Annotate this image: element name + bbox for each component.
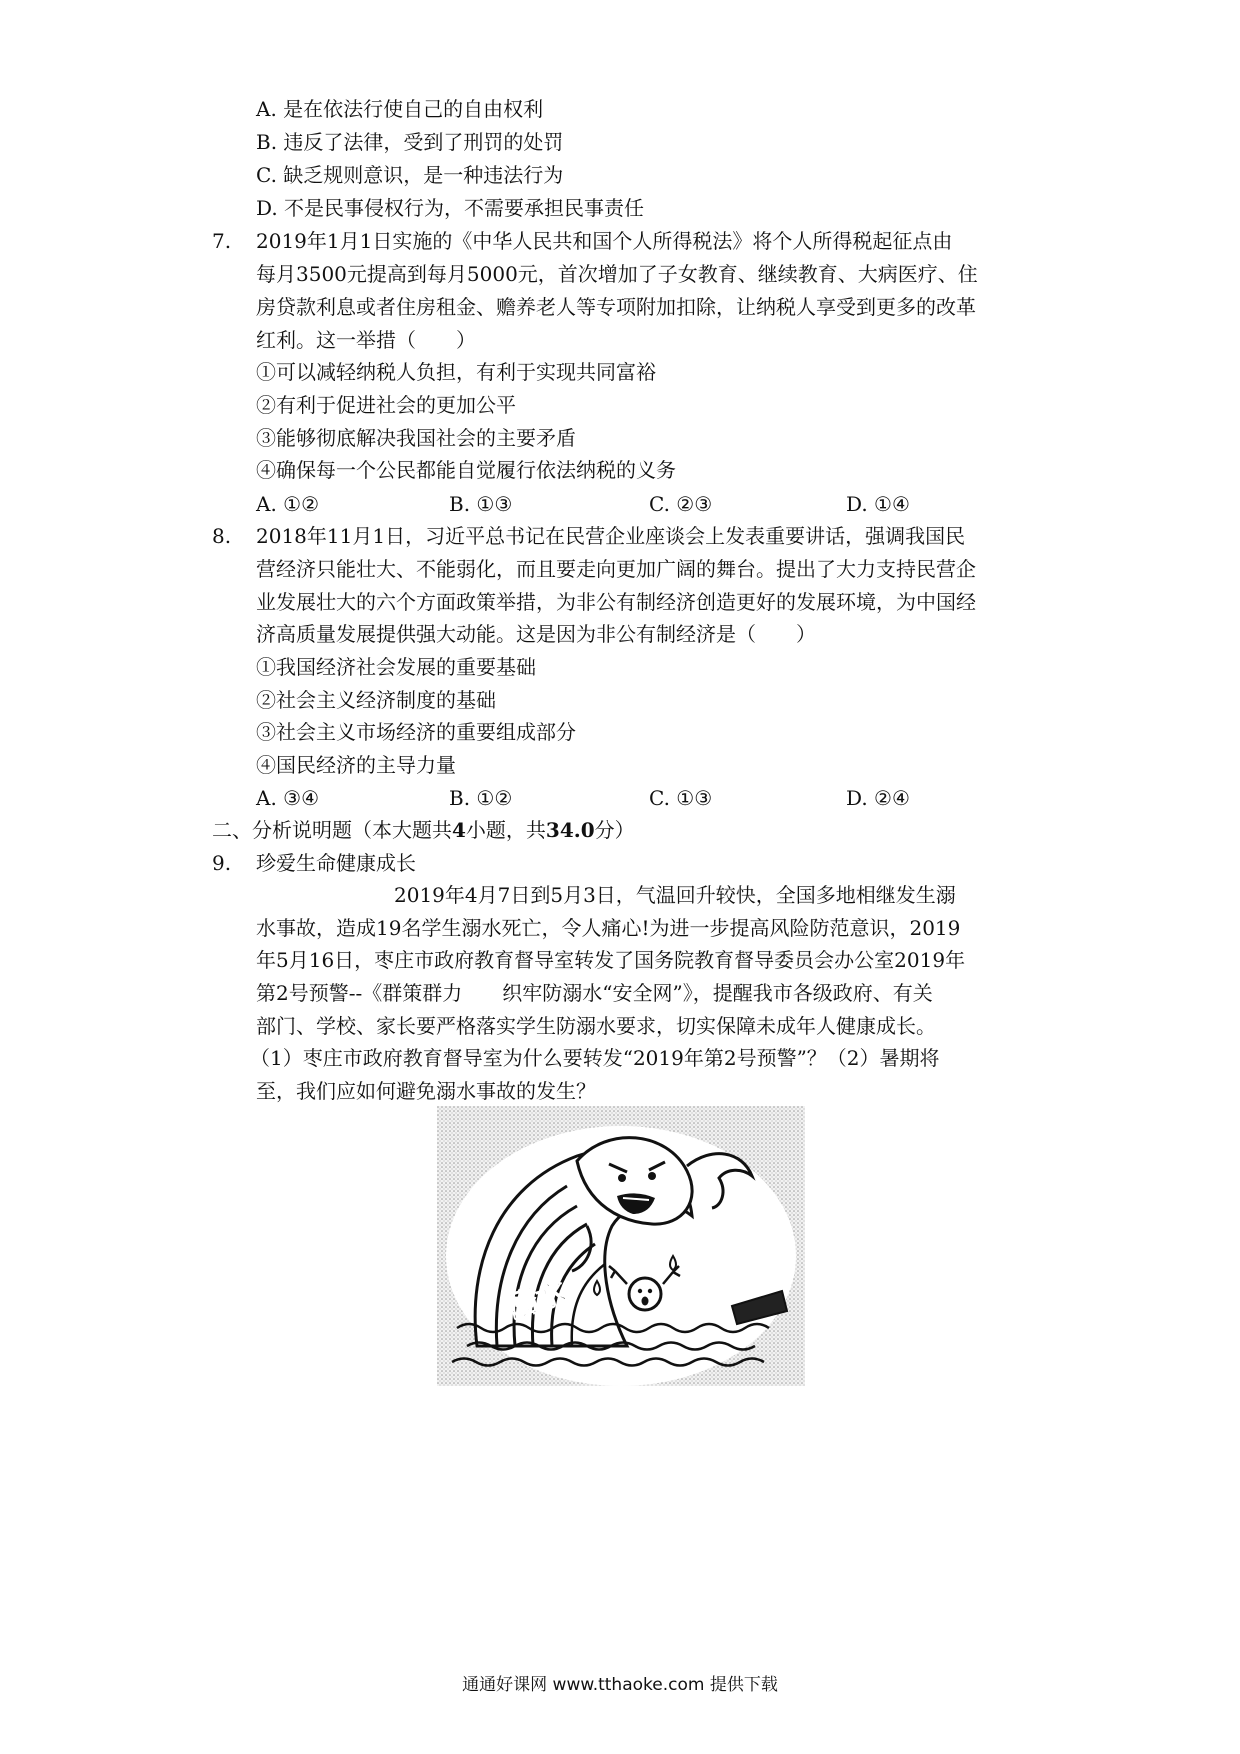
q8-item: ④国民经济的主导力量 (256, 753, 456, 777)
q7-item: ④确保每一个公民都能自觉履行依法纳税的义务 (256, 458, 676, 482)
q8-choice-d[interactable]: D. ②④ (846, 786, 910, 810)
q7-choice-c[interactable]: C. ②③ (649, 492, 713, 516)
page-footer: 通通好课网 www.tthaoke.com 提供下载 (462, 1675, 778, 1695)
section-heading-middle: 小题，共 (465, 818, 546, 842)
q9-title: 珍爱生命健康成长 (256, 851, 416, 875)
q6-option-a: A. 是在依法行使自己的自由权利 (256, 97, 544, 121)
q8-number: 8. (212, 524, 232, 548)
q8-choices (256, 784, 1056, 812)
q8-item: ②社会主义经济制度的基础 (256, 688, 496, 712)
q7-choices (256, 490, 1056, 518)
q9-number: 9. (212, 851, 232, 875)
q7-item: ③能够彻底解决我国社会的主要矛盾 (256, 426, 576, 450)
section-heading-prefix: 二、分析说明题（本大题共 (212, 818, 452, 842)
q7-stem-line: 红利。这一举措（ ） (256, 328, 476, 352)
q7-stem-line: 2019年1月1日实施的《中华人民共和国个人所得税法》将个人所得税起征点由 (256, 229, 953, 253)
q9-material-line: 部门、学校、家长要严格落实学生防溺水要求，切实保障未成年人健康成长。 (256, 1014, 936, 1038)
q9-material-line: 2019年4月7日到5月3日，气温回升较快，全国多地相继发生溺 (394, 883, 956, 907)
q7-stem-line: 房贷款利息或者住房租金、赡养老人等专项附加扣除，让纳税人享受到更多的改革 (256, 295, 976, 319)
q8-stem-line: 济高质量发展提供强大动能。这是因为非公有制经济是（ ） (256, 622, 816, 646)
q8-item: ③社会主义市场经济的重要组成部分 (256, 720, 576, 744)
q6-option-c: C. 缺乏规则意识，是一种违法行为 (256, 163, 564, 187)
section-question-count: 4 (452, 818, 466, 842)
q7-choice-a[interactable]: A. ①② (256, 492, 320, 516)
q8-choice-c[interactable]: C. ①③ (649, 786, 713, 810)
section-heading-suffix: 分） (594, 818, 635, 842)
q8-stem-line: 营经济只能壮大、不能弱化，而且要走向更加广阔的舞台。提出了大力支持民营企 (256, 557, 976, 581)
q7-stem-line: 每月3500元提高到每月5000元，首次增加了子女教育、继续教育、大病医疗、住 (256, 262, 978, 286)
q9-question-line: 至，我们应如何避免溺水事故的发生？ (256, 1079, 596, 1103)
drowning-cartoon (437, 1106, 805, 1386)
q8-item: ①我国经济社会发展的重要基础 (256, 655, 536, 679)
q8-choice-a[interactable]: A. ③④ (256, 786, 320, 810)
q8-stem-line: 业发展壮大的六个方面政策举措，为非公有制经济创造更好的发展环境，为中国经 (256, 590, 976, 614)
q9-material-line: 水事故，造成19名学生溺水死亡，令人痛心!为进一步提高风险防范意识，2019 (256, 916, 961, 940)
section-heading (212, 816, 635, 844)
q8-choice-b[interactable]: B. ①② (449, 786, 513, 810)
q7-item: ①可以减轻纳税人负担，有利于实现共同富裕 (256, 360, 656, 384)
wave-label-text: 溺水 (502, 1274, 571, 1326)
q7-choice-b[interactable]: B. ①③ (449, 492, 513, 516)
q9-material-line: 第2号预警--《群策群力 织牢防溺水“安全网”》，提醒我市各级政府、有关 (256, 981, 933, 1005)
q9-material-line: 年5月16日，枣庄市政府教育督导室转发了国务院教育督导委员会办公室2019年 (256, 948, 966, 972)
q7-item: ②有利于促进社会的更加公平 (256, 393, 516, 417)
section-total-score: 34.0 (545, 818, 595, 842)
q8-stem-line: 2018年11月1日，习近平总书记在民营企业座谈会上发表重要讲话，强调我国民 (256, 524, 966, 548)
q6-option-d: D. 不是民事侵权行为，不需要承担民事责任 (256, 196, 645, 220)
q7-number: 7. (212, 229, 232, 253)
q7-choice-d[interactable]: D. ①④ (846, 492, 910, 516)
q9-question-line: （1）枣庄市政府教育督导室为什么要转发“2019年第2号预警”？（2）暑期将 (250, 1046, 940, 1070)
q6-option-b: B. 违反了法律，受到了刑罚的处罚 (256, 130, 564, 154)
